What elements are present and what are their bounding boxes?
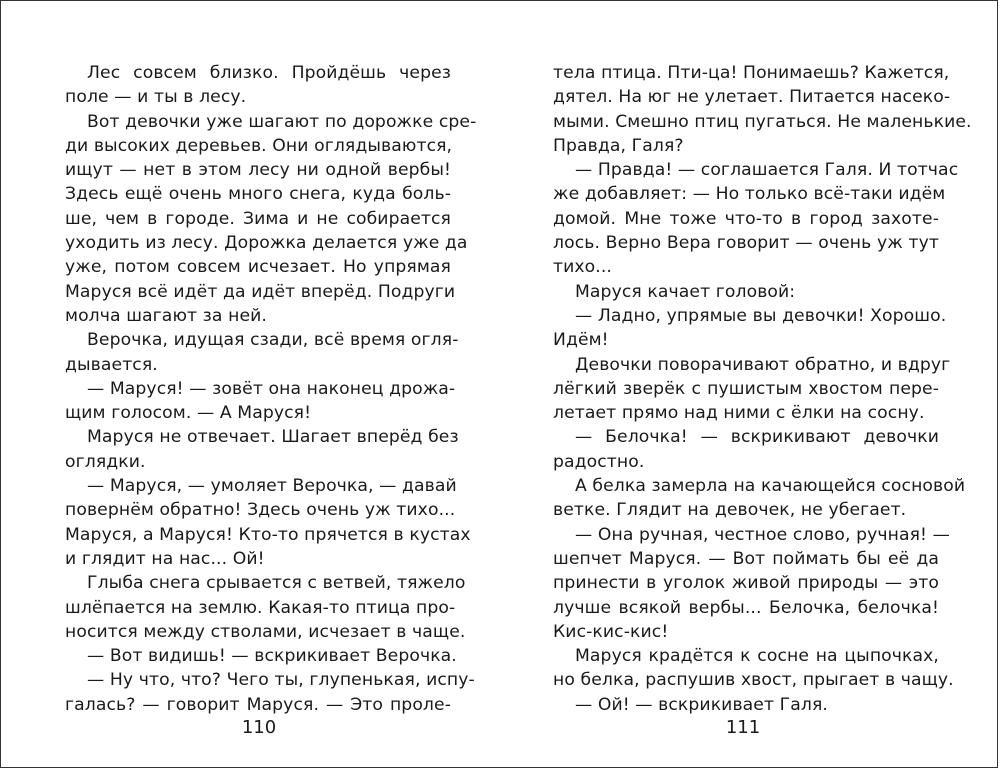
text-line: Вот девочки уже шагают по дорожке сре- bbox=[87, 111, 477, 132]
text-line: — Ладно, упрямые вы девочки! Хорошо. bbox=[575, 305, 947, 326]
text-line: — Маруся, — умоляет Верочка, — давай bbox=[87, 476, 457, 497]
text-line: молча шагают за ней. bbox=[65, 305, 267, 326]
text-line: — Вот видишь! — вскрикивает Верочка. bbox=[87, 646, 457, 667]
text-line: поле — и ты в лесу. bbox=[65, 87, 247, 108]
text-line: Маруся крадётся к сосне на цыпочках, bbox=[575, 646, 939, 667]
text-line: Лес совсем близко. Пройдёшь через bbox=[87, 63, 451, 83]
book-gutter bbox=[500, 1, 501, 767]
text-line: носится между стволами, исчезает в чаще. bbox=[65, 621, 466, 642]
text-line: дятел. На юг не улетает. Питается насеко- bbox=[553, 87, 951, 108]
text-line: Правда, Галя? bbox=[553, 135, 684, 156]
page-number-right: 111 bbox=[725, 717, 761, 738]
text-line: мыми. Смешно птиц пугаться. Не маленькие. bbox=[553, 111, 972, 132]
text-line: — Ну что, что? Чего ты, глупенькая, испу- bbox=[87, 670, 475, 691]
text-line: Кис-кис-кис! bbox=[553, 621, 669, 642]
text-line: А белка замерла на качающейся сосновой bbox=[575, 476, 966, 497]
text-line: — Белочка! — вскрикивают девочки bbox=[575, 427, 939, 448]
text-line: тихо... bbox=[553, 257, 612, 278]
text-line: Маруся не отвечает. Шагает вперёд без bbox=[87, 427, 459, 448]
text-line: Глыба снега срывается с ветвей, тяжело bbox=[87, 573, 466, 594]
text-line: — Ой! — вскрикивает Галя. bbox=[575, 694, 828, 715]
text-line: уже, потом совсем исчезает. Но упрямая bbox=[65, 257, 451, 278]
text-line: лось. Верно Вера говорит — очень уж тут bbox=[553, 233, 939, 254]
text-line: галась? — говорит Маруся. — Это проле- bbox=[65, 694, 451, 715]
text-line: тела птица. Пти-ца! Понимаешь? Кажется, bbox=[553, 63, 950, 83]
text-line: принести в уголок живой природы — это bbox=[553, 573, 939, 594]
text-line: же добавляет: — Но только всё-таки идём bbox=[553, 184, 946, 205]
text-line: домой. Мне тоже что-то в город захоте- bbox=[553, 208, 939, 229]
text-line: ветке. Глядит на девочек, не убегает. bbox=[553, 500, 907, 521]
text-line: летает прямо над ними с ёлки на сосну. bbox=[553, 403, 925, 424]
text-line: дывается. bbox=[65, 354, 158, 375]
text-line: Девочки поворачивают обратно, и вдруг bbox=[575, 354, 951, 375]
text-line: но белка, распушив хвост, прыгает в чащу. bbox=[553, 670, 954, 691]
left-page-text bbox=[65, 61, 477, 717]
text-line: повернём обратно! Здесь очень уж тихо... bbox=[65, 500, 456, 521]
text-line: щим голосом. — А Маруся! bbox=[65, 403, 312, 424]
text-line: и глядит на нас... Ой! bbox=[65, 548, 265, 569]
text-line: лучше всякой вербы... Белочка, белочка! bbox=[553, 597, 939, 618]
page-number-left: 110 bbox=[241, 717, 277, 738]
text-line: — Она ручная, честное слово, ручная! — bbox=[575, 524, 950, 545]
text-line: Здесь ещё очень много снега, куда боль- bbox=[65, 184, 451, 205]
text-line: оглядки. bbox=[65, 451, 146, 472]
text-line: Маруся, а Маруся! Кто-то прячется в кустах bbox=[65, 524, 471, 545]
right-page-text bbox=[553, 61, 972, 717]
text-line: — Правда! — соглашается Галя. И тотчас bbox=[575, 160, 959, 181]
text-line: — Маруся! — зовёт она наконец дрожа- bbox=[87, 378, 456, 399]
text-line: шепчет Маруся. — Вот поймать бы её да bbox=[553, 548, 939, 569]
text-line: шлёпается на землю. Какая-то птица про- bbox=[65, 597, 456, 618]
text-line: уходить из лесу. Дорожка делается уже да bbox=[65, 233, 468, 254]
text-line: ди высоких деревьев. Они оглядываются, bbox=[65, 135, 453, 156]
text-line: лёгкий зверёк с пушистым хвостом пере- bbox=[553, 378, 939, 399]
text-line: ше, чем в городе. Зима и не собирается bbox=[65, 208, 451, 229]
text-line: Маруся всё идёт да идёт вперёд. Подруги bbox=[65, 281, 456, 302]
text-line: ищут — нет в этом лесу ни одной вербы! bbox=[65, 160, 451, 181]
text-line: Маруся качает головой: bbox=[575, 281, 796, 302]
text-line: Идём! bbox=[553, 330, 609, 351]
text-line: радостно. bbox=[553, 451, 645, 472]
text-line: Верочка, идущая сзади, всё время огля- bbox=[87, 330, 459, 351]
